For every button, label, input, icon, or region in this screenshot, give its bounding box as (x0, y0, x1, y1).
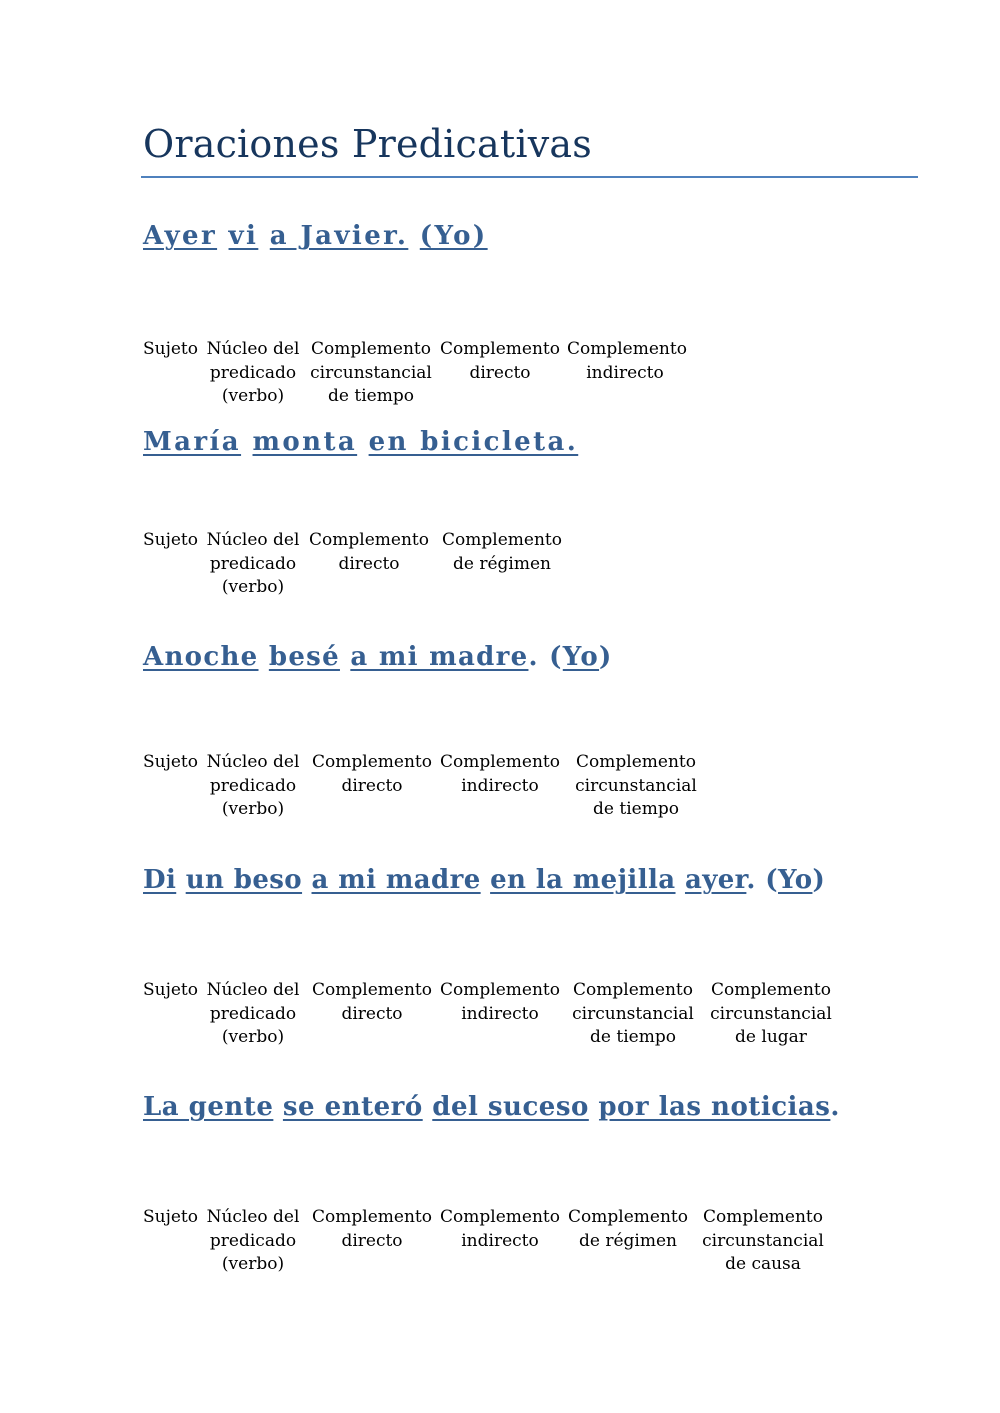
label-line: Complemento (576, 752, 696, 772)
sentence-4-token[interactable]: un beso (185, 865, 303, 895)
label-line: de causa (725, 1254, 801, 1274)
sentence-4-token: . (746, 865, 766, 895)
label-line: Complemento (440, 339, 560, 359)
sentence-3-token: ) (599, 642, 613, 672)
label-line: de tiempo (328, 386, 414, 406)
sentence-2-token (241, 427, 252, 457)
sentence-5-token (423, 1092, 433, 1122)
label-line: predicado (209, 775, 297, 796)
label-option[interactable] (439, 338, 561, 385)
label-row-2 (143, 529, 903, 604)
sentence-3-token (340, 642, 350, 672)
sentence-5-token[interactable]: se enteró (282, 1092, 423, 1122)
label-line: predicado (209, 1230, 297, 1251)
label-line: Complemento (703, 1207, 823, 1227)
title-divider (141, 176, 918, 178)
sentence-2 (143, 424, 578, 460)
label-line: Complemento (442, 530, 562, 550)
sentence-2-token[interactable]: María (143, 427, 242, 457)
sentence-4-token: ) (812, 865, 826, 895)
label-line: circunstancial (310, 362, 432, 383)
sentence-2-token[interactable]: monta (252, 427, 358, 457)
label-row-3 (143, 751, 903, 826)
label-line: circunstancial (702, 1230, 824, 1251)
label-line: (verbo) (221, 386, 285, 406)
sentence-4-token[interactable]: Yo (778, 865, 813, 895)
sentence-4-token[interactable]: Di (143, 865, 177, 895)
sentence-4-token[interactable]: ayer (684, 865, 747, 895)
label-option[interactable] (567, 1206, 689, 1253)
sentence-5-token (273, 1092, 283, 1122)
sentence-3-token: ( (549, 642, 563, 672)
label-line: de régimen (579, 1230, 677, 1251)
sentence-3-token (259, 642, 269, 672)
label-line: Complemento (440, 1207, 560, 1227)
label-line: de tiempo (590, 1027, 676, 1047)
label-option[interactable] (206, 979, 300, 1050)
label-option[interactable] (143, 751, 198, 775)
label-option[interactable] (308, 529, 430, 576)
label-line: (verbo) (221, 799, 285, 819)
label-option[interactable] (311, 1206, 433, 1253)
label-option[interactable] (143, 338, 198, 362)
label-line: de lugar (735, 1027, 807, 1047)
label-option[interactable] (206, 529, 300, 600)
sentence-1-token (217, 221, 228, 251)
label-option[interactable] (439, 529, 565, 576)
sentence-5-token[interactable]: La gente (143, 1092, 274, 1122)
sentence-2-token (357, 427, 368, 457)
label-line: Complemento (311, 339, 431, 359)
label-line: Núcleo del (206, 752, 300, 772)
sentence-4-token: ( (765, 865, 778, 895)
sentence-1 (143, 218, 488, 254)
sentence-1-token[interactable]: vi (228, 221, 259, 251)
label-line: Complemento (312, 752, 432, 772)
label-option[interactable] (305, 338, 437, 409)
sentence-4-token[interactable]: en la mejilla (490, 865, 676, 895)
label-option[interactable] (697, 1206, 829, 1277)
label-row-1 (143, 338, 903, 413)
label-line: Sujeto (143, 1207, 198, 1227)
sentence-5-token: . (830, 1092, 840, 1122)
label-option[interactable] (439, 751, 561, 798)
label-line: Núcleo del (206, 1207, 300, 1227)
label-line: directo (469, 362, 531, 383)
label-line: Complemento (312, 980, 432, 1000)
label-row-4 (143, 979, 903, 1054)
sentence-3-token[interactable]: Anoche (143, 642, 259, 672)
label-option[interactable] (567, 979, 699, 1050)
label-option[interactable] (143, 979, 198, 1003)
sentence-4-token (481, 865, 490, 895)
sentence-1-token[interactable]: Ayer (143, 221, 218, 251)
label-option[interactable] (705, 979, 837, 1050)
label-option[interactable] (567, 338, 687, 385)
sentence-5-token (589, 1092, 599, 1122)
label-line: circunstancial (710, 1003, 832, 1024)
sentence-4-token (302, 865, 311, 895)
sentence-4-token (176, 865, 185, 895)
label-line: directo (341, 1003, 403, 1024)
sentence-3-token[interactable]: besé (268, 642, 340, 672)
label-option[interactable] (143, 529, 198, 553)
label-line: Sujeto (143, 980, 198, 1000)
label-line: Complemento (573, 980, 693, 1000)
sentence-4-token[interactable]: a mi madre (311, 865, 481, 895)
label-line: Sujeto (143, 752, 198, 772)
label-line: Complemento (440, 752, 560, 772)
sentence-5-token[interactable]: por las noticias (598, 1092, 831, 1122)
label-row-5 (143, 1206, 903, 1281)
label-option[interactable] (206, 751, 300, 822)
label-line: (verbo) (221, 577, 285, 597)
sentence-2-token[interactable]: en bicicleta. (368, 427, 579, 457)
label-line: Complemento (568, 1207, 688, 1227)
sentence-3 (143, 639, 613, 675)
label-line: directo (341, 1230, 403, 1251)
label-line: Complemento (440, 980, 560, 1000)
label-line: directo (338, 553, 400, 574)
label-option[interactable] (439, 1206, 561, 1253)
sentence-1-token[interactable]: a Javier. (269, 221, 409, 251)
label-line: predicado (209, 362, 297, 383)
sentence-1-token (408, 221, 419, 251)
label-line: predicado (209, 553, 297, 574)
sentence-5-token[interactable]: del suceso (432, 1092, 589, 1122)
sentence-3-token[interactable]: a mi madre (350, 642, 529, 672)
label-line: circunstancial (575, 775, 697, 796)
label-option[interactable] (311, 751, 433, 798)
label-line: indirecto (586, 362, 664, 383)
label-line: Núcleo del (206, 339, 300, 359)
label-line: directo (341, 775, 403, 796)
label-line: indirecto (461, 1230, 539, 1251)
label-line: Complemento (309, 530, 429, 550)
sentence-3-token[interactable]: Yo (562, 642, 600, 672)
label-line: de régimen (453, 553, 551, 574)
label-line: predicado (209, 1003, 297, 1024)
label-line: indirecto (461, 775, 539, 796)
sentence-4 (143, 862, 825, 898)
label-line: (verbo) (221, 1027, 285, 1047)
sentence-4-token (676, 865, 685, 895)
label-line: Sujeto (143, 339, 198, 359)
label-option[interactable] (311, 979, 433, 1026)
label-line: Núcleo del (206, 980, 300, 1000)
sentence-1-token (258, 221, 269, 251)
sentence-1-token[interactable]: (Yo) (419, 221, 488, 251)
label-line: Complemento (567, 339, 687, 359)
sentence-3-token: . (528, 642, 550, 672)
label-line: Complemento (312, 1207, 432, 1227)
label-line: Núcleo del (206, 530, 300, 550)
label-line: circunstancial (572, 1003, 694, 1024)
page-title: Oraciones Predicativas (143, 122, 592, 166)
label-option[interactable] (206, 1206, 300, 1277)
label-option[interactable] (206, 338, 300, 409)
sentence-5 (143, 1089, 840, 1125)
label-option[interactable] (143, 1206, 198, 1230)
label-line: indirecto (461, 1003, 539, 1024)
label-line: Complemento (711, 980, 831, 1000)
label-option[interactable] (439, 979, 561, 1026)
label-line: Sujeto (143, 530, 198, 550)
label-line: (verbo) (221, 1254, 285, 1274)
label-option[interactable] (570, 751, 702, 822)
label-line: de tiempo (593, 799, 679, 819)
